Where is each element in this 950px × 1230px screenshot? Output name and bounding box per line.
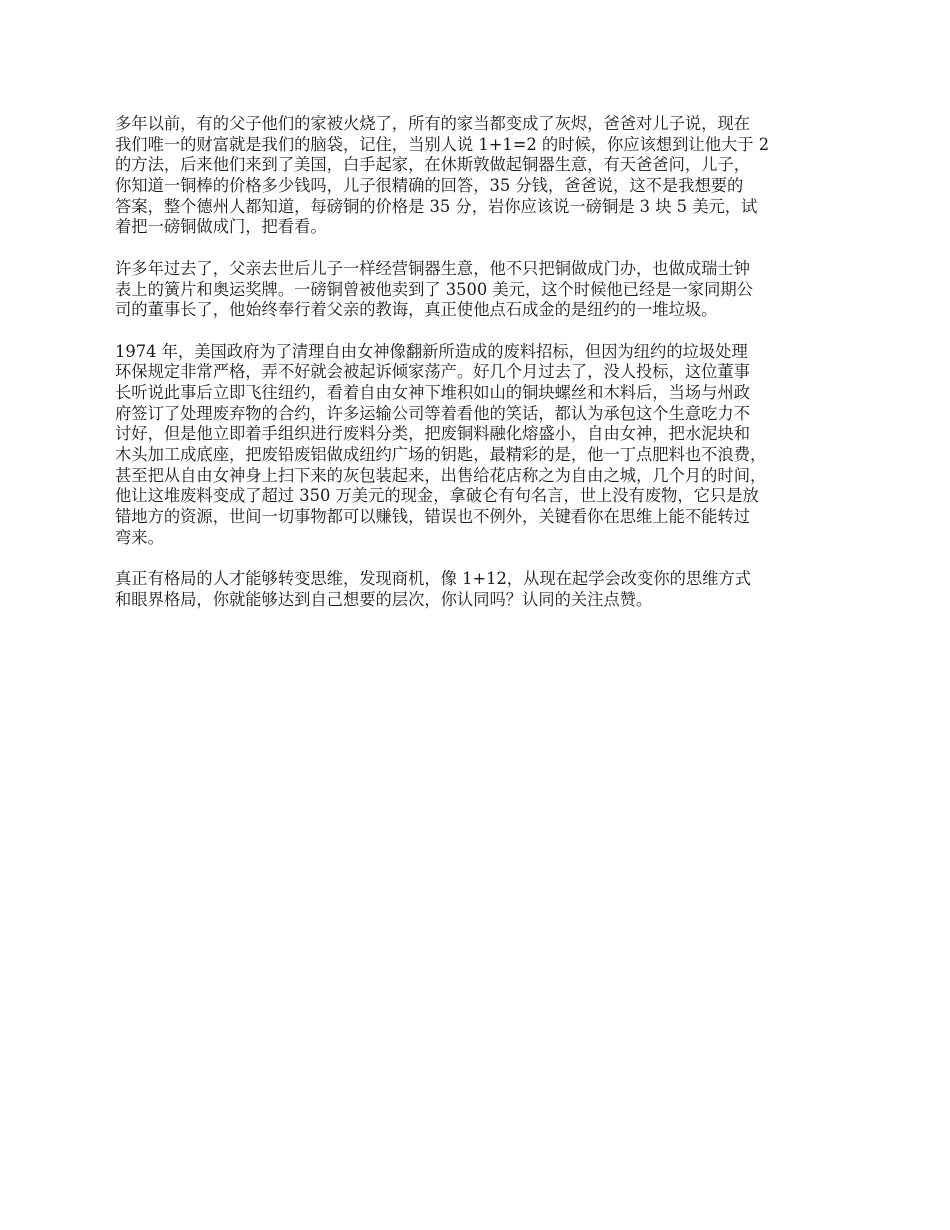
text-line: 答案，整个德州人都知道，每磅铜的价格是 35 分，岩你应该说一磅铜是 3 块 5 美元，试 <box>115 196 758 216</box>
paragraph-3 <box>115 342 850 549</box>
text-line: 他让这堆废料变成了超过 350 万美元的现金，拿破仑有句名言，世上没有废物，它只是放 <box>115 486 759 506</box>
paragraph-2 <box>115 259 850 321</box>
text-line: 1974 年，美国政府为了清理自由女神像翻新所造成的废料招标，但因为纽约的垃圾处理 <box>115 341 748 361</box>
text-line: 府签订了处理废弃物的合约，许多运输公司等着看他的笑话，都认为承包这个生意吃力不 <box>115 403 750 423</box>
text-line: 的方法，后来他们来到了美国，白手起家，在休斯敦做起铜器生意，有天爸爸问，儿子， <box>115 155 750 175</box>
text-line: 着把一磅铜做成门，把看看。 <box>115 217 327 237</box>
text-line: 错地方的资源，世间一切事物都可以赚钱，错误也不例外，关键看你在思维上能不能转过 <box>115 507 750 527</box>
text-line: 真正有格局的人才能够转变思维，发现商机，像 1+12，从现在起学会改变你的思维方式 <box>115 569 752 589</box>
paragraph-4 <box>115 569 850 610</box>
text-line: 甚至把从自由女神身上扫下来的灰包装起来，出售给花店称之为自由之城，几个月的时间， <box>115 465 767 485</box>
text-line: 多年以前，有的父子他们的家被火烧了，所有的家当都变成了灰烬，爸爸对儿子说，现在 <box>115 114 750 133</box>
text-line: 长听说此事后立即飞往纽约，看着自由女神下堆积如山的铜块螺丝和木料后，当场与州政 <box>115 382 750 402</box>
text-line: 木头加工成底座，把废铅废铝做成纽约广场的钥匙，最精彩的是，他一丁点肥料也不浪费， <box>115 445 767 464</box>
text-line: 我们唯一的财富就是我们的脑袋，记住，当别人说 1+1=2 的时候，你应该想到让他大于 2 <box>115 134 770 154</box>
text-line: 弯来。 <box>115 527 164 547</box>
text-line: 环保规定非常严格，弄不好就会被起诉倾家荡产。好几个月过去了，没人投标，这位董事 <box>115 362 750 382</box>
text-line: 和眼界格局，你就能够达到自己想要的层次，你认同吗？认同的关注点赞。 <box>115 589 653 609</box>
text-line: 表上的簧片和奥运奖牌。一磅铜曾被他卖到了 3500 美元，这个时候他已经是一家同期公 <box>115 279 753 299</box>
text-line: 讨好，但是他立即着手组织进行废料分类，把废铜料融化熔盛小，自由女神，把水泥块和 <box>115 424 750 444</box>
text-line: 你知道一铜棒的价格多少钱吗，儿子很精确的回答，35 分钱，爸爸说，这不是我想要的 <box>115 176 744 196</box>
text-line: 司的董事长了，他始终奉行着父亲的教诲，真正使他点石成金的是纽约的一堆垃圾。 <box>115 300 718 320</box>
document-body <box>115 114 850 631</box>
text-line: 许多年过去了，父亲去世后儿子一样经营铜器生意，他不只把铜做成门办，也做成瑞士钟 <box>115 258 750 278</box>
paragraph-1 <box>115 114 850 238</box>
